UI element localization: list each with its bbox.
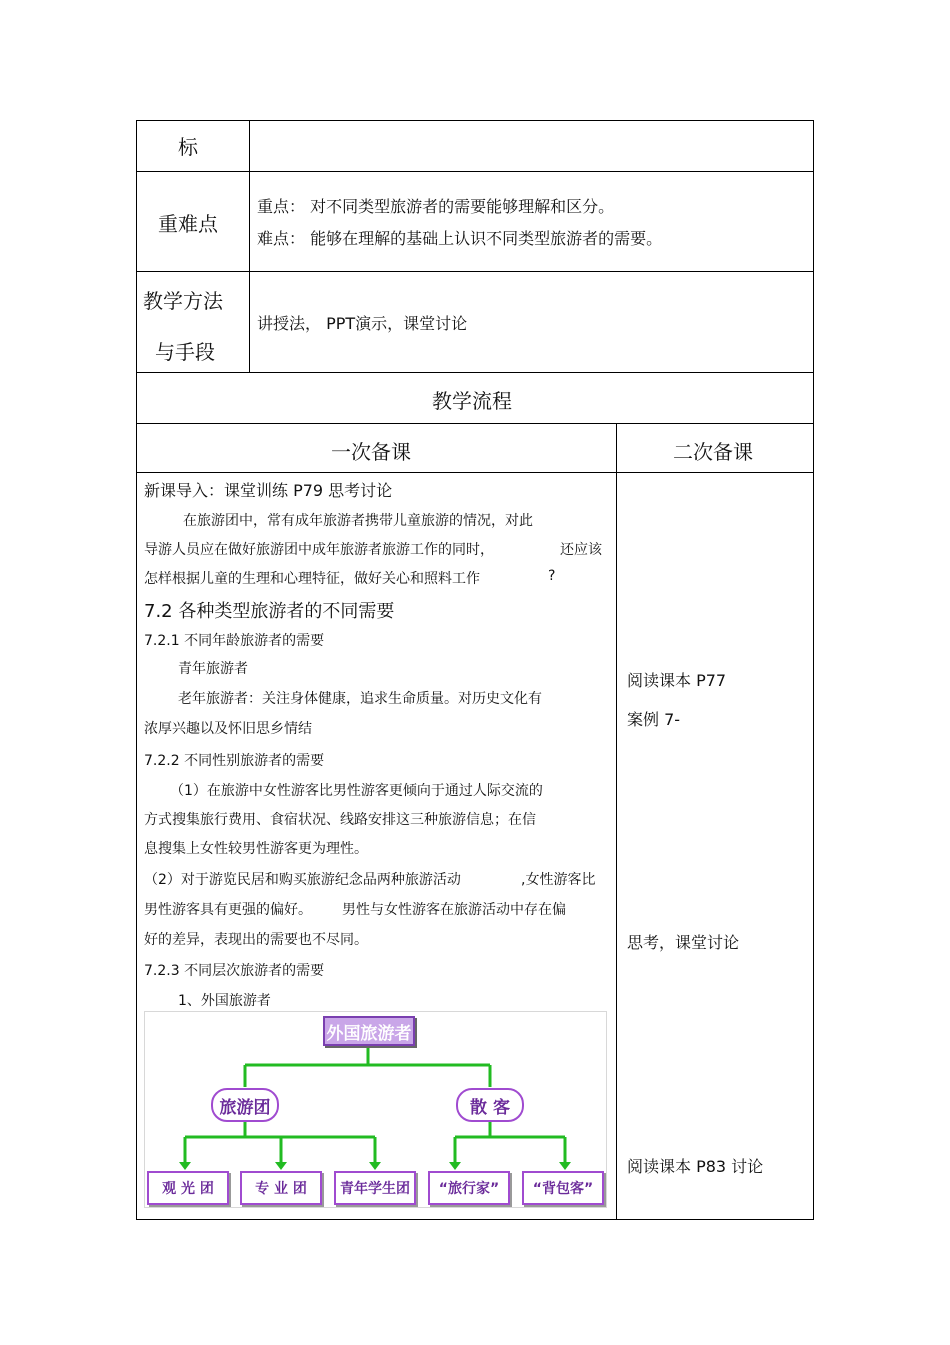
flow-title: 教学流程 <box>432 389 512 413</box>
table-border-left <box>136 120 137 1220</box>
method-value: 讲授法， PPT演示，课堂讨论 <box>257 314 468 333</box>
diagram-leaf-student: 青年学生团 <box>334 1171 416 1205</box>
paragraph-line: 导游人员应在做好旅游团中成年旅游者旅游工作的同时， <box>144 542 494 558</box>
intro-heading: 新课导入：课堂训练 P79 思考讨论 <box>144 481 393 500</box>
keypoints-label: 重难点 <box>158 212 218 236</box>
second-prep-header: 二次备课 <box>673 440 753 464</box>
paragraph-line: 在旅游团中，常有成年旅游者携带儿童旅游的情况，对此 <box>183 513 533 529</box>
table-border-bottom <box>136 1219 814 1220</box>
foreign-tourists: 1、外国旅游者 <box>178 993 271 1009</box>
prep-column-divider <box>616 423 617 1220</box>
diagram-group-tour-node: 旅游团 <box>211 1088 279 1122</box>
youth-tourists: 青年旅游者 <box>178 661 248 677</box>
gender-point1-line1: （1）在旅游中女性游客比男性游客更倾向于通过人际交流的 <box>170 783 543 799</box>
difficulty-text: 难点： 能够在理解的基础上认识不同类型旅游者的需要。 <box>257 229 663 248</box>
diagram-leaf-traveler: “旅行家” <box>428 1171 510 1205</box>
section-heading-7-2: 7.2 各种类型旅游者的不同需要 <box>144 601 395 622</box>
method-label-line1: 教学方法 <box>143 289 223 313</box>
row-divider <box>136 372 814 373</box>
row-divider <box>136 171 814 172</box>
table-border-right <box>813 120 814 1220</box>
diagram-independent-node: 散 客 <box>456 1088 524 1122</box>
foreign-tourist-diagram <box>144 1011 607 1208</box>
label-column-divider <box>249 120 250 372</box>
gender-point2-line3: 好的差异，表现出的需要也不尽同。 <box>144 932 368 948</box>
note-read-p77: 阅读课本 P77 <box>627 671 727 690</box>
note-case: 案例 7- <box>627 710 681 729</box>
diagram-root-node: 外国旅游者 <box>323 1016 415 1046</box>
first-prep-header: 一次备课 <box>331 440 411 464</box>
note-discussion: 思考，课堂讨论 <box>627 933 740 952</box>
gender-point1-line3: 息搜集上女性较男性游客更为理性。 <box>144 841 368 857</box>
gender-point2-line1b: ,女性游客比 <box>521 872 596 888</box>
diagram-leaf-professional: 专 业 团 <box>240 1171 322 1205</box>
table-border-top <box>136 120 814 121</box>
paragraph-line: ? <box>548 568 556 584</box>
row-divider <box>136 271 814 272</box>
paragraph-line: 还应该 <box>560 542 602 558</box>
elder-tourists-line2: 浓厚兴趣以及怀旧思乡情结 <box>144 721 312 737</box>
elder-tourists-line1: 老年旅游者：关注身体健康，追求生命质量。对历史文化有 <box>178 691 542 707</box>
objective-label: 标 <box>178 135 198 159</box>
diagram-leaf-backpacker: “背包客” <box>522 1171 604 1205</box>
gender-point2-line1a: （2）对于游览民居和购买旅游纪念品两种旅游活动 <box>144 872 461 888</box>
gender-point2-line2a: 男性游客具有更强的偏好。 <box>144 902 312 918</box>
section-heading-7-2-2: 7.2.2 不同性别旅游者的需要 <box>144 753 325 769</box>
method-label-line2: 与手段 <box>155 340 215 364</box>
diagram-leaf-sightseeing: 观 光 团 <box>147 1171 229 1205</box>
section-heading-7-2-3: 7.2.3 不同层次旅游者的需要 <box>144 963 325 979</box>
row-divider <box>136 472 814 473</box>
row-divider <box>136 423 814 424</box>
gender-point1-line2: 方式搜集旅行费用、食宿状况、线路安排这三种旅游信息；在信 <box>144 812 536 828</box>
gender-point2-line2b: 男性与女性游客在旅游活动中存在偏 <box>342 902 566 918</box>
keypoint-text: 重点： 对不同类型旅游者的需要能够理解和区分。 <box>257 197 615 216</box>
section-heading-7-2-1: 7.2.1 不同年龄旅游者的需要 <box>144 633 325 649</box>
paragraph-line: 怎样根据儿童的生理和心理特征，做好关心和照料工作 <box>144 571 480 587</box>
note-read-p83: 阅读课本 P83 讨论 <box>627 1157 764 1176</box>
